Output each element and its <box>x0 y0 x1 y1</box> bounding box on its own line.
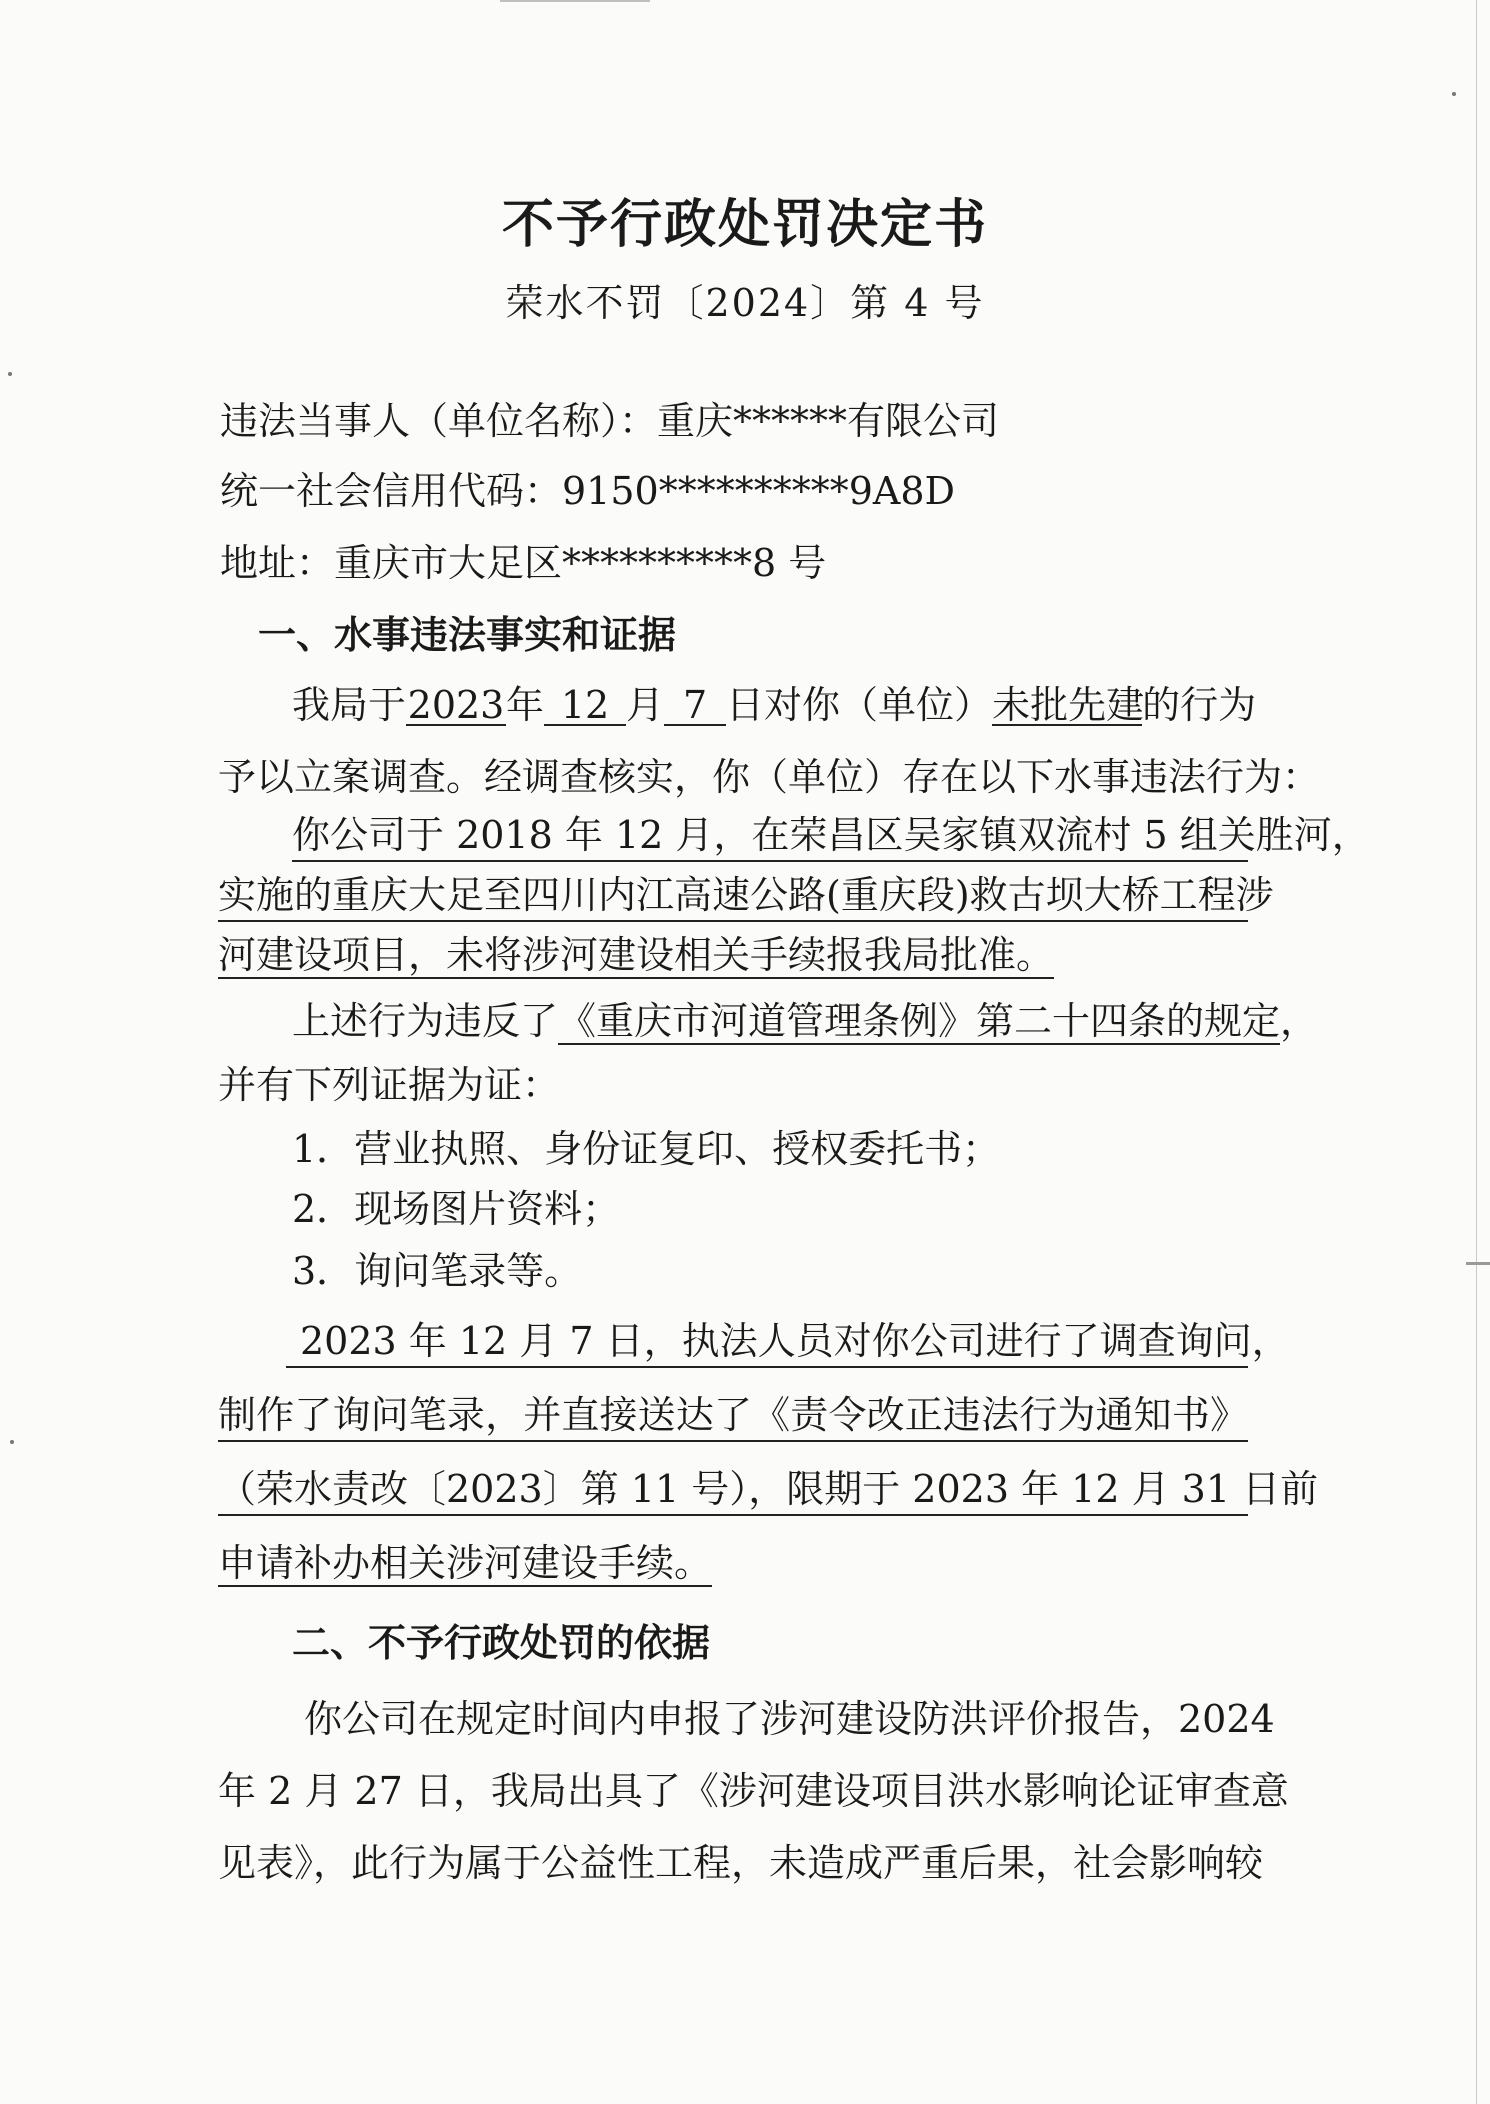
filled-month: 12 <box>544 686 626 726</box>
process-underline-3 <box>218 1514 1248 1516</box>
evidence-item-2: 2．现场图片资料； <box>292 1187 621 1231</box>
party-name: 违法当事人（单位名称）：重庆******有限公司 <box>220 399 1000 443</box>
facts-underline-1 <box>292 860 1248 862</box>
section1-heading: 一、水事违法事实和证据 <box>258 613 677 657</box>
intro-text-1: 我局于 <box>292 683 407 727</box>
intro-text-2: 年 <box>506 683 545 727</box>
process-underline-1 <box>286 1366 1248 1368</box>
intro-line-2: 予以立案调查。经调查核实，你（单位）存在以下水事违法行为： <box>218 755 1321 799</box>
process-line-1: 2023 年 12 月 7 日，执法人员对你公司进行了调查询问， <box>300 1319 1290 1363</box>
filled-year: 2023 <box>407 683 505 727</box>
facts-underline-2 <box>218 920 1248 922</box>
process-line-4: 申请补办相关涉河建设手续。 <box>218 1541 713 1585</box>
violated-law: 《重庆市河道管理条例》第二十四条的规定 <box>558 999 1281 1043</box>
intro-line-1 <box>292 683 1257 727</box>
section2-heading: 二、不予行政处罚的依据 <box>292 1621 711 1665</box>
basis-line-3: 见表》，此行为属于公益性工程，未造成严重后果，社会影响较 <box>218 1841 1264 1885</box>
filled-behavior: 未批先建 <box>992 683 1145 727</box>
violation-line-1 <box>292 999 1319 1043</box>
scan-speck <box>8 372 12 376</box>
process-underline-2 <box>218 1440 1248 1442</box>
scan-speck <box>1452 92 1456 96</box>
evidence-item-1: 1．营业执照、身份证复印、授权委托书； <box>292 1127 1001 1171</box>
process-line-2: 制作了询问笔录，并直接送达了《责令改正违法行为通知书》 <box>218 1393 1248 1437</box>
scan-speck <box>10 1440 14 1444</box>
process-line-3: （荣水责改〔2023〕第 11 号），限期于 2023 年 12 月 31 日前 <box>218 1467 1319 1511</box>
scan-mark-right <box>1466 1262 1490 1265</box>
scan-edge-right <box>1476 0 1477 2104</box>
facts-line-3: 河建设项目，未将涉河建设相关手续报我局批准。 <box>218 933 1055 977</box>
document-number: 荣水不罚〔2024〕第 4 号 <box>505 281 985 325</box>
evidence-item-3: 3．询问笔录等。 <box>292 1249 583 1293</box>
basis-line-1: 你公司在规定时间内申报了涉河建设防洪评价报告，2024 <box>304 1697 1275 1741</box>
facts-line-2: 实施的重庆大足至四川内江高速公路(重庆段)救古坝大桥工程涉 <box>218 873 1274 917</box>
facts-line-1: 你公司于 2018 年 12 月，在荣昌区吴家镇双流村 5 组关胜河， <box>292 813 1370 857</box>
scan-mark-top <box>500 0 650 2</box>
document-title: 不予行政处罚决定书 <box>501 195 988 255</box>
intro-text-4: 日对你（单位） <box>726 683 993 727</box>
violation-line-2: 并有下列证据为证： <box>218 1063 561 1107</box>
violation-text-1: 上述行为违反了 <box>292 999 559 1043</box>
intro-text-5: 的行为 <box>1142 683 1257 727</box>
basis-line-2: 年 2 月 27 日，我局出具了《涉河建设项目洪水影响论证审查意 <box>218 1769 1289 1813</box>
party-address: 地址：重庆市大足区**********8 号 <box>220 541 827 585</box>
filled-day: 7 <box>664 686 726 726</box>
intro-text-3: 月 <box>626 683 665 727</box>
credit-code: 统一社会信用代码：9150**********9A8D <box>220 469 955 513</box>
violation-text-2: ， <box>1280 999 1319 1043</box>
